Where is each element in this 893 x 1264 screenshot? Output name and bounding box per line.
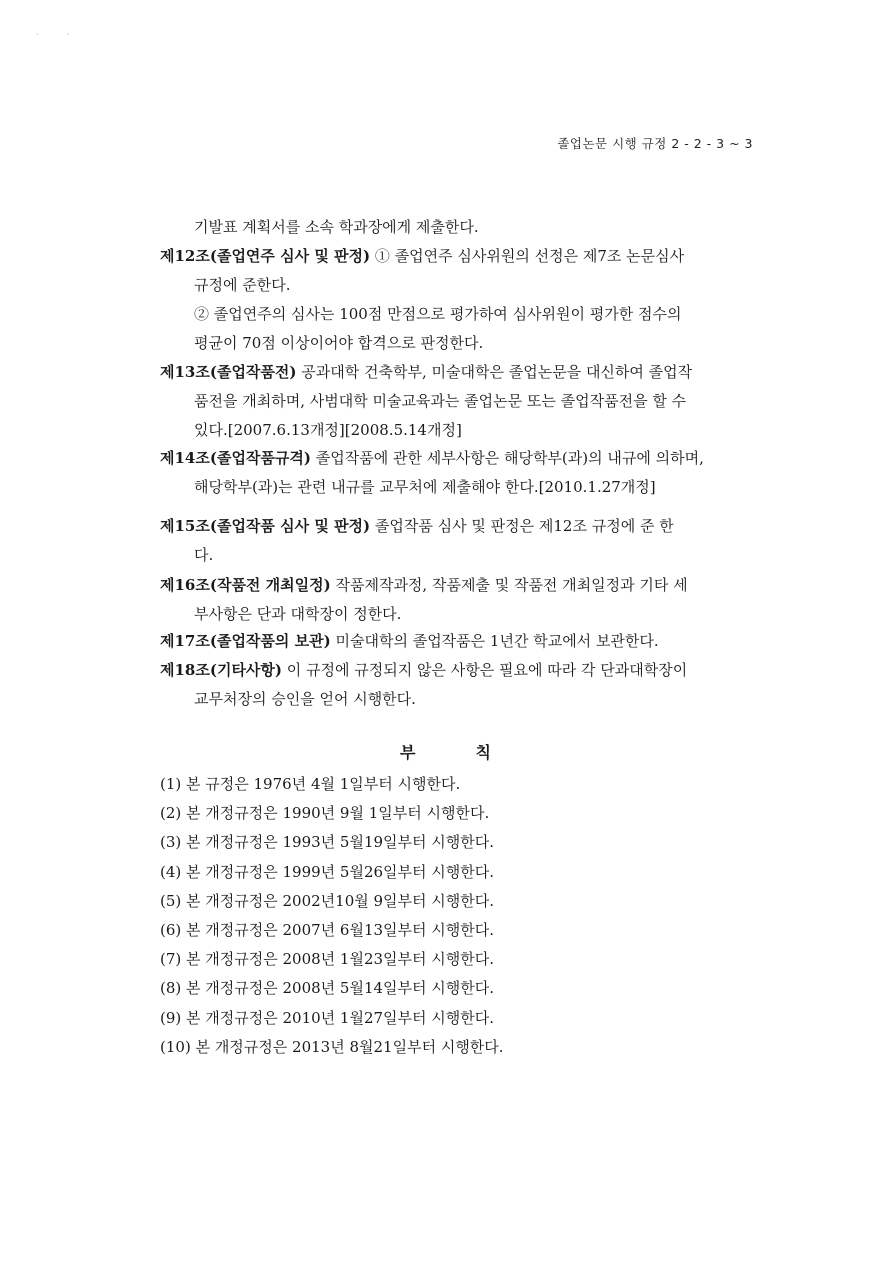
supplementary-list bbox=[160, 770, 504, 1062]
list-item: (7) 본 개정규정은 2008년 1월23일부터 시행한다. bbox=[160, 950, 495, 969]
article-12 bbox=[160, 242, 755, 358]
scan-mark: · · bbox=[36, 30, 70, 39]
article-14 bbox=[160, 444, 755, 502]
article-line: 있다.[2007.6.13개정][2008.5.14개정] bbox=[194, 421, 462, 439]
article-line: 졸업작품에 관한 세부사항은 해당학부(과)의 내규에 의하며, bbox=[315, 449, 704, 467]
article-line: 작품제작과정, 작품제출 및 작품전 개최일정과 기타 세 bbox=[335, 576, 688, 594]
list-item: (6) 본 개정규정은 2007년 6월13일부터 시행한다. bbox=[160, 921, 495, 940]
article-15 bbox=[160, 512, 755, 570]
article-heading: 제14조(졸업작품규격) bbox=[160, 449, 311, 467]
article-13 bbox=[160, 358, 755, 445]
running-header: 졸업논문 시행 규정 2 - 2 - 3 ~ 3 bbox=[557, 136, 753, 151]
article-line: 졸업작품 심사 및 판정은 제12조 규정에 준 한 bbox=[374, 517, 674, 535]
article-line: 부사항은 단과 대학장이 정한다. bbox=[194, 605, 402, 623]
article-heading: 제18조(기타사항) bbox=[160, 661, 283, 679]
list-item: (1) 본 규정은 1976년 4월 1일부터 시행한다. bbox=[160, 775, 461, 793]
article-17 bbox=[160, 627, 755, 656]
list-item: (4) 본 개정규정은 1999년 5월26일부터 시행한다. bbox=[160, 862, 495, 881]
article-line: 품전을 개최하며, 사범대학 미술교육과는 졸업논문 또는 졸업작품전을 할 수 bbox=[194, 392, 687, 410]
list-item: (3) 본 개정규정은 1993년 5월19일부터 시행한다. bbox=[160, 833, 495, 852]
list-item: (8) 본 개정규정은 2008년 5월14일부터 시행한다. bbox=[160, 979, 495, 998]
list-item: (5) 본 개정규정은 2002년10월 9일부터 시행한다. bbox=[160, 891, 495, 910]
article-line: 해당학부(과)는 관련 내규를 교무처에 제출해야 한다.[2010.1.27개정] bbox=[194, 478, 656, 496]
article-heading: 제16조(작품전 개최일정) bbox=[160, 576, 331, 594]
article-18 bbox=[160, 656, 755, 714]
list-item: (10) 본 개정규정은 2013년 8월21일부터 시행한다. bbox=[160, 1037, 504, 1056]
article-line: 교무처장의 승인을 얻어 시행한다. bbox=[194, 690, 416, 708]
article-line: 미술대학의 졸업작품은 1년간 학교에서 보관한다. bbox=[335, 632, 659, 650]
list-item: (2) 본 개정규정은 1990년 9월 1일부터 시행한다. bbox=[160, 804, 490, 823]
article-line: 평균이 70점 이상이어야 합격으로 판정한다. bbox=[194, 334, 484, 352]
article-line: 규정에 준한다. bbox=[194, 276, 291, 294]
article-line: 이 규정에 규정되지 않은 사항은 필요에 따라 각 단과대학장이 bbox=[286, 661, 688, 679]
article-heading: 제12조(졸업연주 심사 및 판정) bbox=[160, 247, 371, 265]
article-heading: 제13조(졸업작품전) bbox=[160, 363, 297, 381]
article-heading: 제17조(졸업작품의 보관) bbox=[160, 632, 331, 650]
article-line: ① 졸업연주 심사위원의 선정은 제7조 논문심사 bbox=[374, 247, 685, 265]
continuation-line: 기발표 계획서를 소속 학과장에게 제출한다. bbox=[194, 218, 479, 236]
article-16 bbox=[160, 571, 755, 629]
article-heading: 제15조(졸업작품 심사 및 판정) bbox=[160, 517, 371, 535]
supplementary-title: 부칙 bbox=[400, 743, 551, 762]
article-line: 공과대학 건축학부, 미술대학은 졸업논문을 대신하여 졸업작 bbox=[301, 363, 693, 381]
list-item: (9) 본 개정규정은 2010년 1월27일부터 시행한다. bbox=[160, 1008, 495, 1027]
article-line: ② 졸업연주의 심사는 100점 만점으로 평가하여 심사위원이 평가한 점수의 bbox=[194, 305, 682, 323]
article-line: 다. bbox=[194, 546, 214, 564]
